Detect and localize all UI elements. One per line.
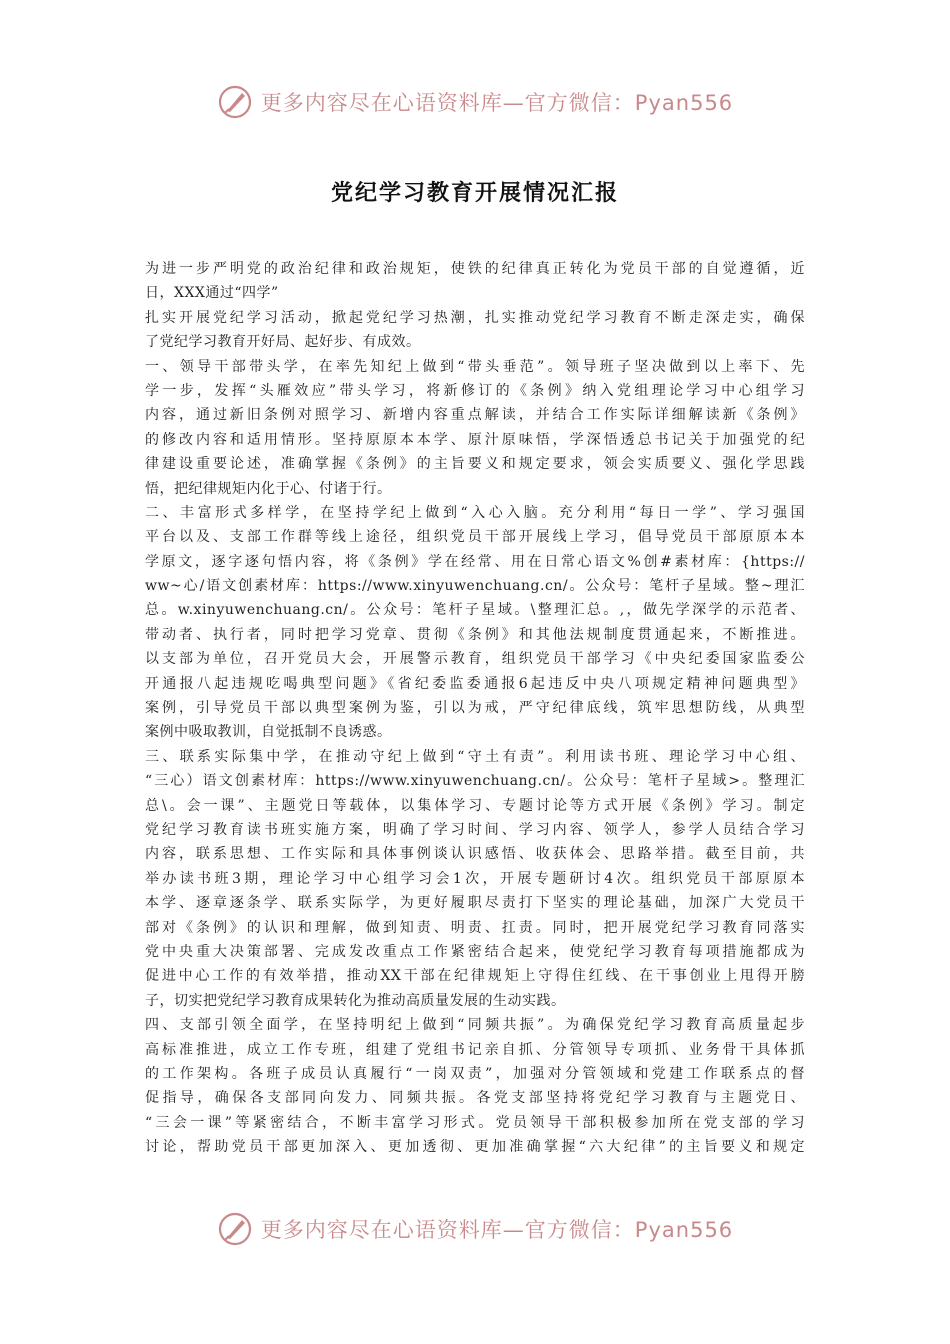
footer-banner-text: 更多内容尽在心语资料库—官方微信：Pyan556 [260,1218,734,1242]
body-line: 内容，联系思想、工作实际和具体事例谈认识感悟、收获体会、思路举措。截至目前，共 [145,846,805,863]
footer-banner [0,1211,950,1247]
body-line: 促进中心工作的有效举措，推动XX干部在纪律规矩上守得住红线、在干事创业上甩得开膀 [145,968,805,985]
body-line: 平台以及、支部工作群等线上途径，组织党员干部开展线上学习，倡导党员干部原原本本 [145,529,805,546]
body-line: “三心）语文创素材库：https://www.xinyuwenchuang.cn/。公众号：笔杆子星域>。整理汇 [145,773,805,790]
quill-logo-icon [217,1211,253,1247]
body-line: 律建设重要论述，准确掌握《条例》的主旨要义和规定要求，领会实质要义、强化学思践 [145,456,805,473]
body-line: ww~心/语文创素材库：https://www.xinyuwenchuang.cn/。公众号：笔杆子星域。整~理汇 [145,578,805,595]
body-line: 四、支部引领全面学，在坚持明纪上做到“同频共振”。为确保党纪学习教育高质量起步 [145,1017,805,1034]
body-line: 的修改内容和适用情形。坚持原原本本学、原汁原味悟，学深悟透总书记关于加强党的纪 [145,431,805,448]
body-line: 高标准推进，成立工作专班，组建了党组书记亲自抓、分管领导专项抓、业务骨干具体抓 [145,1041,805,1058]
body-line: 内容，通过新旧条例对照学习、新增内容重点解读，并结合工作实际详细解读新《条例》 [145,407,805,424]
quill-logo-icon [217,84,253,120]
body-line: 促指导，确保各支部同向发力、同频共振。各党支部坚持将党纪学习教育与主题党日、 [145,1090,805,1107]
body-line: 为进一步严明党的政治纪律和政治规矩，使铁的纪律真正转化为党员干部的自觉遵循，近 [145,261,805,277]
body-line: 二、丰富形式多样学，在坚持学纪上做到“入心入脑。充分利用“每日一学”、学习强国 [145,504,805,521]
body-line: 举办读书班3期，理论学习中心组学习会1次，开展专题研讨4次。组织党员干部原原本 [145,870,805,887]
body-line: 了党纪学习教育开好局、起好步、有成效。 [145,334,421,351]
body-line: 学原文，逐字逐句悟内容，将《条例》学在经常、用在日常心语文%创#素材库：{https:// [145,553,805,570]
body-line: 一、领导干部带头学，在率先知纪上做到“带头垂范”。领导班子坚决做到以上率下、先 [145,358,805,375]
body-line: 党中央重大决策部署、完成发改重点工作紧密结合起来，使党纪学习教育每项措施都成为 [145,943,805,960]
body-line: “三会一课”等紧密结合，不断丰富学习形式。党员领导干部积极参加所在党支部的学习 [145,1114,805,1131]
body-line: 总。w.xinyuwenchuang.cn/。公众号：笔杆子星域。\整理汇总。,，做先学深学的示范者、 [145,602,805,619]
body-line: 以支部为单位，召开党员大会，开展警示教育，组织党员干部学习《中央纪委国家监委公 [145,651,805,668]
document-title: 党纪学习教育开展情况汇报 [330,181,619,206]
body-line: 扎实开展党纪学习活动，掀起党纪学习热潮，扎实推动党纪学习教育不断走深走实，确保 [145,309,805,326]
body-line: 子，切实把党纪学习教育成果转化为推动高质量发展的生动实践。 [145,992,566,1009]
body-line: 的工作架构。各班子成员认真履行“一岗双责”，加强对分管领域和党建工作联系点的督 [145,1065,805,1082]
body-line: 带动者、执行者，同时把学习党章、贯彻《条例》和其他法规制度贯通起来，不断推进。 [145,626,805,643]
header-banner [0,84,950,120]
body-line: 案例，引导党员干部以典型案例为鉴，引以为戒，严守纪律底线，筑牢思想防线，从典型 [145,700,805,717]
body-line: 开通报八起违规吃喝典型问题》《省纪委监委通报6起违反中央八项规定精神问题典型》 [145,675,805,692]
document-body [145,257,805,1159]
body-line: 三、联系实际集中学，在推动守纪上做到“守土有责”。利用读书班、理论学习中心组、 [145,748,805,765]
body-line: 讨论，帮助党员干部更加深入、更加透彻、更加准确掌握“六大纪律”的主旨要义和规定 [145,1139,805,1156]
body-line: 本学、逐章逐条学、联系实际学，为更好履职尽责打下坚实的理论基础，加深广大党员干 [145,895,805,912]
header-banner-text: 更多内容尽在心语资料库—官方微信：Pyan556 [260,91,734,115]
body-line: 案例中吸取教训，自觉抵制不良诱惑。 [145,724,392,741]
body-line: 党纪学习教育读书班实施方案，明确了学习时间、学习内容、领学人，参学人员结合学习 [145,821,805,838]
body-line: 学一步，发挥“头雁效应”带头学习，将新修订的《条例》纳入党组理论学习中心组学习 [145,382,805,399]
body-line: 日，XXX通过“四学” [145,285,279,302]
body-line: 总\。会一课”、主题党日等载体，以集体学习、专题讨论等方式开展《条例》学习。制定 [145,797,805,814]
body-line: 悟，把纪律规矩内化于心、付诸于行。 [145,480,392,497]
body-line: 部对《条例》的认识和理解，做到知责、明责、扛责。同时，把开展党纪学习教育同落实 [145,919,805,936]
